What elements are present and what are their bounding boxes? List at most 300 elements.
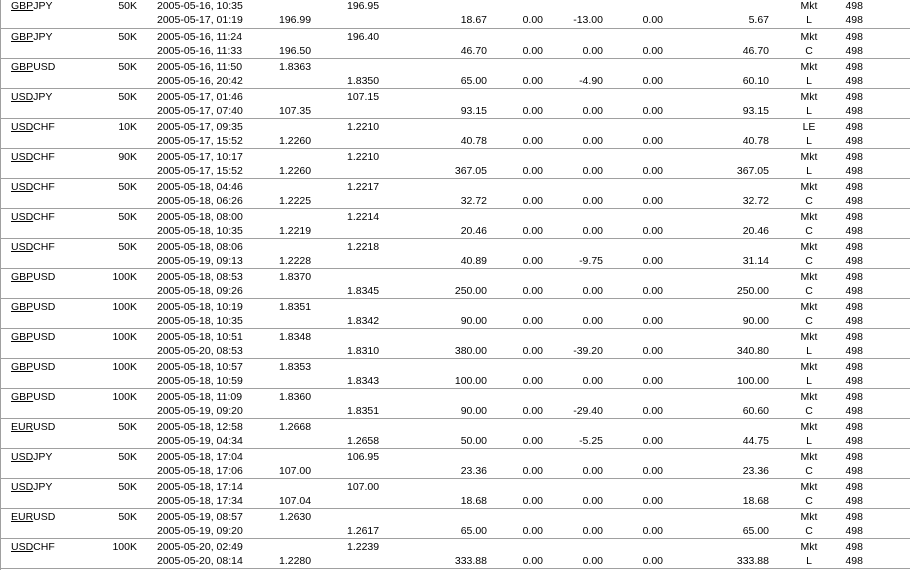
close-time: 2005-05-16, 11:33: [157, 45, 243, 57]
trade-size: 50K: [118, 0, 137, 12]
symbol-cell[interactable]: [11, 180, 55, 194]
open-price-bottom: 107.00: [279, 465, 312, 477]
symbol-cell[interactable]: [11, 330, 55, 344]
rollover-value: -9.75: [579, 255, 603, 267]
adjustment-value: 0.00: [642, 135, 663, 147]
total-value: 18.68: [742, 495, 769, 507]
trade-size: 50K: [118, 421, 137, 433]
adjustment-value: 0.00: [642, 345, 663, 357]
trade-size: 10K: [118, 121, 137, 133]
rollover-value: 0.00: [582, 465, 603, 477]
table-row[interactable]: [1, 539, 910, 569]
commission-value: 0.00: [522, 105, 543, 117]
symbol-cell[interactable]: [11, 210, 55, 224]
symbol-cell[interactable]: [11, 60, 55, 74]
commission-value: 0.00: [522, 555, 543, 567]
table-row[interactable]: [1, 59, 910, 89]
rollover-value: 0.00: [582, 195, 603, 207]
account-number-bottom: 498: [845, 525, 863, 537]
table-row[interactable]: [1, 359, 910, 389]
account-number-bottom: 498: [845, 345, 863, 357]
close-type: C: [805, 195, 813, 207]
account-number-bottom: 498: [845, 14, 863, 26]
pnl-value: 32.72: [460, 195, 487, 207]
close-price-top: 1.2214: [347, 211, 380, 223]
open-price-bottom: 196.50: [279, 45, 312, 57]
open-price-top: 1.2630: [279, 511, 312, 523]
trade-size: 100K: [112, 271, 137, 283]
table-row[interactable]: [1, 89, 910, 119]
symbol-cell[interactable]: [11, 90, 52, 104]
account-number-bottom: 498: [845, 75, 863, 87]
account-number-bottom: 498: [845, 315, 863, 327]
pnl-value: 65.00: [460, 525, 487, 537]
close-price-top: 1.2210: [347, 151, 380, 163]
rollover-value: 0.00: [582, 555, 603, 567]
account-number-top: 498: [845, 151, 863, 163]
account-number-bottom: 498: [845, 195, 863, 207]
commission-value: 0.00: [522, 195, 543, 207]
close-price-top: 107.15: [347, 91, 380, 103]
symbol-quote: USD: [33, 511, 56, 523]
order-type: Mkt: [800, 151, 818, 163]
trade-size: 50K: [118, 31, 137, 43]
symbol-base-link[interactable]: USD: [11, 181, 34, 193]
symbol-cell[interactable]: [11, 270, 55, 284]
close-price-bottom: 1.2617: [347, 525, 380, 537]
symbol-quote: CHF: [33, 121, 55, 133]
close-price-bottom: 1.2658: [347, 435, 380, 447]
symbol-quote: CHF: [33, 151, 55, 163]
close-time: 2005-05-18, 17:06: [157, 465, 243, 477]
total-value: 250.00: [736, 285, 769, 297]
account-number-top: 498: [845, 0, 863, 12]
commission-value: 0.00: [522, 14, 543, 26]
open-price-bottom: 1.2219: [279, 225, 312, 237]
rollover-value: 0.00: [582, 315, 603, 327]
symbol-base-link[interactable]: USD: [11, 211, 34, 223]
account-number-top: 498: [845, 241, 863, 253]
account-number-top: 498: [845, 181, 863, 193]
total-value: 367.05: [736, 165, 769, 177]
commission-value: 0.00: [522, 525, 543, 537]
commission-value: 0.00: [522, 225, 543, 237]
open-time: 2005-05-18, 12:58: [157, 421, 243, 433]
commission-value: 0.00: [522, 285, 543, 297]
close-price-bottom: 1.8345: [347, 285, 380, 297]
open-price-top: 1.2668: [279, 421, 312, 433]
table-row[interactable]: [1, 389, 910, 419]
symbol-base-link[interactable]: EUR: [11, 511, 34, 523]
table-row[interactable]: [1, 329, 910, 359]
commission-value: 0.00: [522, 465, 543, 477]
open-price-bottom: 1.2280: [279, 555, 312, 567]
symbol-quote: USD: [33, 61, 56, 73]
trade-size: 50K: [118, 91, 137, 103]
rollover-value: -13.00: [573, 14, 603, 26]
open-time: 2005-05-18, 10:19: [157, 301, 243, 313]
order-type: Mkt: [800, 511, 818, 523]
symbol-quote: CHF: [33, 181, 55, 193]
table-row[interactable]: [1, 419, 910, 449]
table-row[interactable]: [1, 29, 910, 59]
commission-value: 0.00: [522, 495, 543, 507]
symbol-quote: JPY: [33, 451, 53, 463]
account-number-bottom: 498: [845, 465, 863, 477]
symbol-cell[interactable]: [11, 420, 55, 434]
close-type: C: [805, 495, 813, 507]
account-number-top: 498: [845, 61, 863, 73]
symbol-cell[interactable]: [11, 450, 52, 464]
close-time: 2005-05-18, 10:35: [157, 315, 243, 327]
symbol-cell[interactable]: [11, 540, 55, 554]
open-time: 2005-05-18, 08:06: [157, 241, 243, 253]
symbol-quote: CHF: [33, 541, 55, 553]
account-number-bottom: 498: [845, 135, 863, 147]
account-number-top: 498: [845, 271, 863, 283]
symbol-base-link[interactable]: GBP: [11, 331, 34, 343]
rollover-value: 0.00: [582, 525, 603, 537]
commission-value: 0.00: [522, 375, 543, 387]
open-time: 2005-05-16, 11:50: [157, 61, 243, 73]
open-time: 2005-05-19, 08:57: [157, 511, 243, 523]
symbol-quote: JPY: [33, 91, 53, 103]
account-number-top: 498: [845, 301, 863, 313]
symbol-quote: JPY: [33, 481, 53, 493]
symbol-base-link[interactable]: GBP: [11, 271, 34, 283]
symbol-base-link[interactable]: USD: [11, 151, 34, 163]
adjustment-value: 0.00: [642, 315, 663, 327]
order-type: Mkt: [800, 541, 818, 553]
pnl-value: 40.78: [460, 135, 487, 147]
account-number-top: 498: [845, 391, 863, 403]
trade-size: 50K: [118, 211, 137, 223]
adjustment-value: 0.00: [642, 555, 663, 567]
trade-size: 100K: [112, 361, 137, 373]
account-number-top: 498: [845, 421, 863, 433]
open-price-bottom: 196.99: [279, 14, 312, 26]
adjustment-value: 0.00: [642, 165, 663, 177]
pnl-value: 23.36: [460, 465, 487, 477]
rollover-value: 0.00: [582, 45, 603, 57]
pnl-value: 93.15: [460, 105, 487, 117]
open-price-bottom: 1.2225: [279, 195, 312, 207]
order-type: Mkt: [800, 451, 818, 463]
account-number-bottom: 498: [845, 285, 863, 297]
order-type: Mkt: [800, 91, 818, 103]
table-row[interactable]: [1, 449, 910, 479]
open-time: 2005-05-17, 01:46: [157, 91, 243, 103]
adjustment-value: 0.00: [642, 75, 663, 87]
close-price-bottom: 1.8351: [347, 405, 380, 417]
order-type: Mkt: [800, 61, 818, 73]
open-time: 2005-05-18, 04:46: [157, 181, 243, 193]
adjustment-value: 0.00: [642, 285, 663, 297]
table-row[interactable]: [1, 0, 910, 29]
close-price-top: 106.95: [347, 451, 380, 463]
close-time: 2005-05-19, 09:13: [157, 255, 243, 267]
commission-value: 0.00: [522, 255, 543, 267]
close-type: L: [806, 165, 812, 177]
open-time: 2005-05-17, 10:17: [157, 151, 243, 163]
pnl-value: 18.67: [460, 14, 487, 26]
adjustment-value: 0.00: [642, 45, 663, 57]
symbol-base-link[interactable]: USD: [11, 451, 34, 463]
total-value: 90.00: [742, 315, 769, 327]
open-price-top: 1.8363: [279, 61, 312, 73]
pnl-value: 50.00: [460, 435, 487, 447]
close-type: C: [805, 225, 813, 237]
symbol-base-link[interactable]: EUR: [11, 421, 34, 433]
close-time: 2005-05-18, 17:34: [157, 495, 243, 507]
trade-size: 50K: [118, 451, 137, 463]
open-price-bottom: 1.2260: [279, 135, 312, 147]
commission-value: 0.00: [522, 345, 543, 357]
table-row[interactable]: [1, 299, 910, 329]
rollover-value: 0.00: [582, 135, 603, 147]
close-type: C: [805, 525, 813, 537]
order-type: Mkt: [800, 301, 818, 313]
table-row[interactable]: [1, 209, 910, 239]
open-time: 2005-05-17, 09:35: [157, 121, 243, 133]
order-type: Mkt: [800, 271, 818, 283]
close-price-top: 1.2217: [347, 181, 380, 193]
pnl-value: 250.00: [454, 285, 487, 297]
close-time: 2005-05-18, 10:35: [157, 225, 243, 237]
close-time: 2005-05-17, 07:40: [157, 105, 243, 117]
trade-size: 100K: [112, 541, 137, 553]
table-row[interactable]: [1, 179, 910, 209]
symbol-base-link[interactable]: USD: [11, 121, 34, 133]
symbol-cell[interactable]: [11, 120, 55, 134]
account-number-top: 498: [845, 481, 863, 493]
open-time: 2005-05-16, 11:24: [157, 31, 243, 43]
close-price-bottom: 1.8350: [347, 75, 380, 87]
account-number-top: 498: [845, 331, 863, 343]
commission-value: 0.00: [522, 75, 543, 87]
adjustment-value: 0.00: [642, 525, 663, 537]
account-number-bottom: 498: [845, 105, 863, 117]
open-time: 2005-05-18, 08:53: [157, 271, 243, 283]
trade-size: 100K: [112, 331, 137, 343]
symbol-cell[interactable]: [11, 0, 52, 13]
symbol-base-link[interactable]: USD: [11, 481, 34, 493]
open-time: 2005-05-18, 17:04: [157, 451, 243, 463]
close-price-top: 196.95: [347, 0, 380, 12]
symbol-cell[interactable]: [11, 510, 55, 524]
symbol-quote: USD: [33, 391, 56, 403]
close-type: C: [805, 405, 813, 417]
trade-size: 100K: [112, 391, 137, 403]
total-value: 93.15: [742, 105, 769, 117]
close-time: 2005-05-19, 09:20: [157, 525, 243, 537]
open-price-top: 1.8348: [279, 331, 312, 343]
symbol-base-link[interactable]: GBP: [11, 61, 34, 73]
close-price-top: 196.40: [347, 31, 380, 43]
open-time: 2005-05-18, 10:51: [157, 331, 243, 343]
symbol-cell[interactable]: [11, 360, 55, 374]
table-row[interactable]: [1, 509, 910, 539]
open-time: 2005-05-18, 10:57: [157, 361, 243, 373]
close-time: 2005-05-20, 08:53: [157, 345, 243, 357]
symbol-quote: USD: [33, 421, 56, 433]
symbol-cell[interactable]: [11, 150, 55, 164]
rollover-value: 0.00: [582, 165, 603, 177]
pnl-value: 367.05: [454, 165, 487, 177]
close-time: 2005-05-19, 04:34: [157, 435, 243, 447]
account-number-top: 498: [845, 541, 863, 553]
commission-value: 0.00: [522, 315, 543, 327]
adjustment-value: 0.00: [642, 495, 663, 507]
account-number-bottom: 498: [845, 495, 863, 507]
symbol-quote: USD: [33, 271, 56, 283]
total-value: 340.80: [736, 345, 769, 357]
total-value: 40.78: [742, 135, 769, 147]
close-time: 2005-05-18, 06:26: [157, 195, 243, 207]
close-type: L: [806, 135, 812, 147]
account-number-top: 498: [845, 121, 863, 133]
rollover-value: -5.25: [579, 435, 603, 447]
rollover-value: 0.00: [582, 285, 603, 297]
open-price-bottom: 1.2260: [279, 165, 312, 177]
symbol-base-link[interactable]: GBP: [11, 391, 34, 403]
adjustment-value: 0.00: [642, 435, 663, 447]
rollover-value: -4.90: [579, 75, 603, 87]
open-time: 2005-05-18, 08:00: [157, 211, 243, 223]
open-price-bottom: 107.35: [279, 105, 312, 117]
symbol-base-link[interactable]: GBP: [11, 301, 34, 313]
table-row[interactable]: [1, 479, 910, 509]
close-type: C: [805, 285, 813, 297]
account-number-bottom: 498: [845, 375, 863, 387]
symbol-quote: USD: [33, 361, 56, 373]
adjustment-value: 0.00: [642, 375, 663, 387]
order-type: Mkt: [800, 241, 818, 253]
symbol-cell[interactable]: [11, 240, 55, 254]
close-time: 2005-05-20, 08:14: [157, 555, 243, 567]
symbol-base-link[interactable]: USD: [11, 91, 34, 103]
adjustment-value: 0.00: [642, 105, 663, 117]
close-price-top: 1.2210: [347, 121, 380, 133]
symbol-cell[interactable]: [11, 480, 52, 494]
commission-value: 0.00: [522, 45, 543, 57]
trade-size: 90K: [118, 151, 137, 163]
symbol-quote: USD: [33, 301, 56, 313]
total-value: 60.60: [742, 405, 769, 417]
total-value: 46.70: [742, 45, 769, 57]
rollover-value: -39.20: [573, 345, 603, 357]
account-number-bottom: 498: [845, 435, 863, 447]
adjustment-value: 0.00: [642, 405, 663, 417]
close-price-top: 1.2218: [347, 241, 380, 253]
order-type: Mkt: [800, 331, 818, 343]
order-type: Mkt: [800, 181, 818, 193]
symbol-quote: USD: [33, 331, 56, 343]
account-number-bottom: 498: [845, 45, 863, 57]
trade-size: 50K: [118, 181, 137, 193]
trade-size: 50K: [118, 241, 137, 253]
rollover-value: 0.00: [582, 375, 603, 387]
trade-size: 50K: [118, 511, 137, 523]
close-time: 2005-05-19, 09:20: [157, 405, 243, 417]
symbol-cell[interactable]: [11, 300, 55, 314]
close-type: L: [806, 105, 812, 117]
symbol-quote: JPY: [33, 31, 53, 43]
open-time: 2005-05-18, 11:09: [157, 391, 243, 403]
table-row[interactable]: [1, 269, 910, 299]
close-price-bottom: 1.8342: [347, 315, 380, 327]
commission-value: 0.00: [522, 165, 543, 177]
close-type: C: [805, 255, 813, 267]
trade-size: 100K: [112, 301, 137, 313]
pnl-value: 40.89: [460, 255, 487, 267]
close-type: L: [806, 345, 812, 357]
close-time: 2005-05-17, 15:52: [157, 165, 243, 177]
account-number-bottom: 498: [845, 165, 863, 177]
trade-size: 50K: [118, 481, 137, 493]
table-row[interactable]: [1, 149, 910, 179]
pnl-value: 100.00: [454, 375, 487, 387]
total-value: 23.36: [742, 465, 769, 477]
symbol-base-link[interactable]: GBP: [11, 0, 34, 12]
symbol-base-link[interactable]: GBP: [11, 361, 34, 373]
close-type: L: [806, 555, 812, 567]
close-type: C: [805, 315, 813, 327]
open-time: 2005-05-20, 02:49: [157, 541, 243, 553]
account-number-top: 498: [845, 361, 863, 373]
pnl-value: 20.46: [460, 225, 487, 237]
close-time: 2005-05-17, 01:19: [157, 14, 243, 26]
close-type: L: [806, 75, 812, 87]
symbol-base-link[interactable]: USD: [11, 241, 34, 253]
symbol-base-link[interactable]: USD: [11, 541, 34, 553]
close-type: C: [805, 465, 813, 477]
symbol-base-link[interactable]: GBP: [11, 31, 34, 43]
account-number-bottom: 498: [845, 555, 863, 567]
rollover-value: -29.40: [573, 405, 603, 417]
pnl-value: 333.88: [454, 555, 487, 567]
total-value: 100.00: [736, 375, 769, 387]
table-row[interactable]: [1, 119, 910, 149]
order-type: Mkt: [800, 481, 818, 493]
open-price-top: 1.8370: [279, 271, 312, 283]
rollover-value: 0.00: [582, 495, 603, 507]
close-price-bottom: 1.8310: [347, 345, 380, 357]
pnl-value: 380.00: [454, 345, 487, 357]
symbol-cell[interactable]: [11, 30, 52, 44]
pnl-value: 18.68: [460, 495, 487, 507]
trade-size: 50K: [118, 61, 137, 73]
close-time: 2005-05-16, 20:42: [157, 75, 243, 87]
symbol-cell[interactable]: [11, 390, 55, 404]
adjustment-value: 0.00: [642, 225, 663, 237]
close-price-top: 107.00: [347, 481, 380, 493]
close-price-top: 1.2239: [347, 541, 380, 553]
order-type: Mkt: [800, 31, 818, 43]
adjustment-value: 0.00: [642, 465, 663, 477]
pnl-value: 46.70: [460, 45, 487, 57]
close-type: L: [806, 435, 812, 447]
open-time: 2005-05-18, 17:14: [157, 481, 243, 493]
order-type: LE: [802, 121, 816, 133]
total-value: 5.67: [748, 14, 769, 26]
account-number-top: 498: [845, 31, 863, 43]
order-type: Mkt: [800, 211, 818, 223]
order-type: Mkt: [800, 421, 818, 433]
account-number-top: 498: [845, 211, 863, 223]
total-value: 31.14: [742, 255, 769, 267]
table-row[interactable]: [1, 239, 910, 269]
